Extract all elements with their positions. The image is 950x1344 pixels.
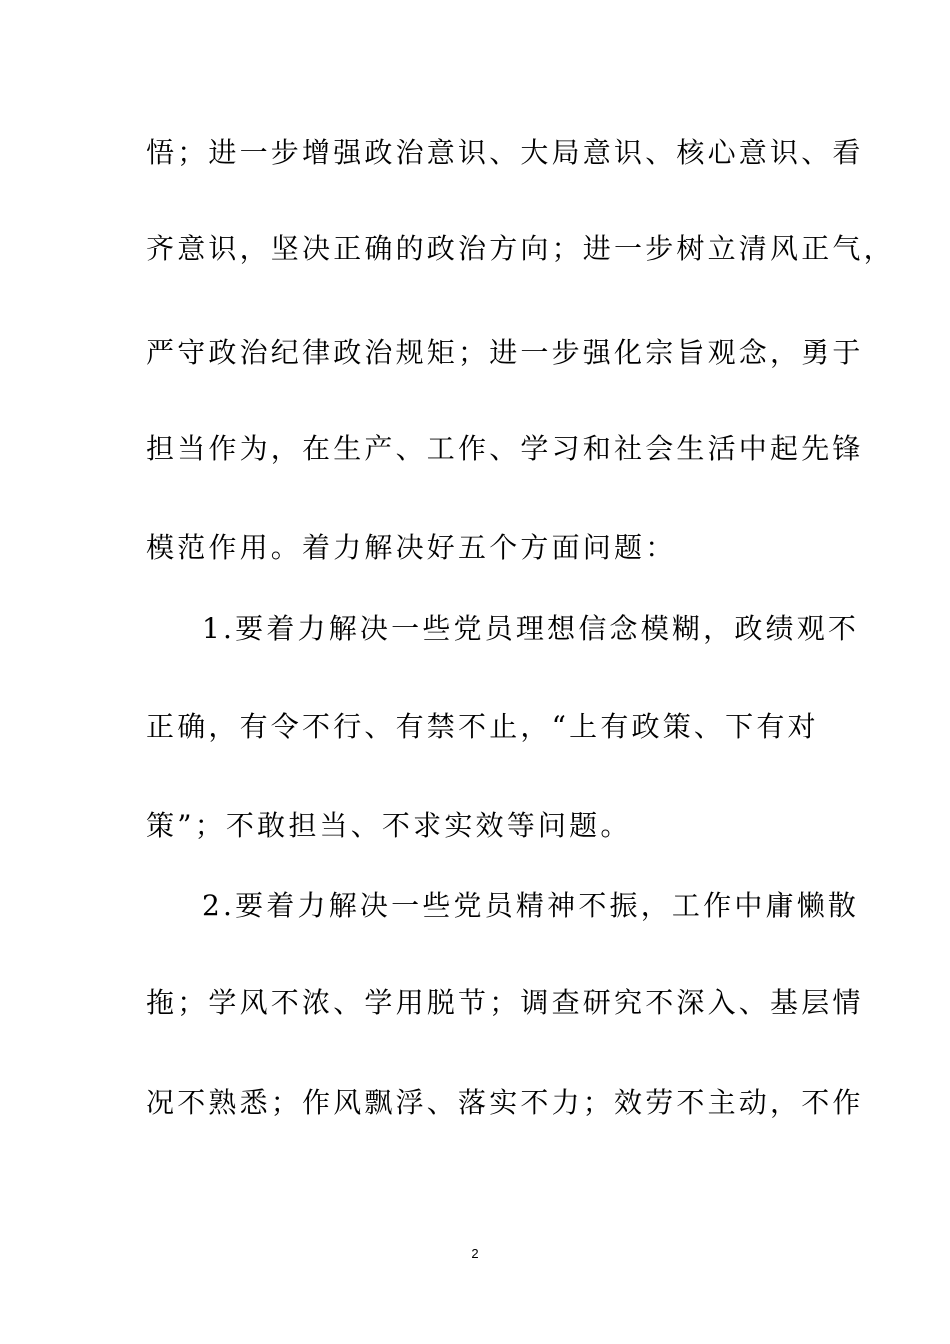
paragraph-1-start: 1.要着力解决一些党员理想信念模糊，政绩观不 [202, 612, 860, 645]
text-line: 担当作为，在生产、工作、学习和社会生活中起先锋 [146, 432, 864, 465]
page-number: 2 [471, 1246, 479, 1261]
text-line: 况不熟悉；作风飘浮、落实不力；效劳不主动，不作 [146, 1086, 864, 1119]
text-line: 正确，有令不行、有禁不止，“上有政策、下有对 [146, 710, 819, 743]
paragraph-2-start: 2.要着力解决一些党员精神不振，工作中庸懒散 [202, 889, 860, 922]
text-line: 拖；学风不浓、学用脱节；调查研究不深入、基层情 [146, 986, 864, 1019]
text-line: 模范作用。着力解决好五个方面问题： [146, 531, 677, 564]
text-line: 悟；进一步增强政治意识、大局意识、核心意识、看 [146, 136, 864, 169]
text-line: 严守政治纪律政治规矩；进一步强化宗旨观念，勇于 [146, 336, 864, 369]
text-line: 齐意识，坚决正确的政治方向；进一步树立清风正气， [146, 232, 895, 265]
text-line: 策”；不敢担当、不求实效等问题。 [146, 809, 632, 842]
